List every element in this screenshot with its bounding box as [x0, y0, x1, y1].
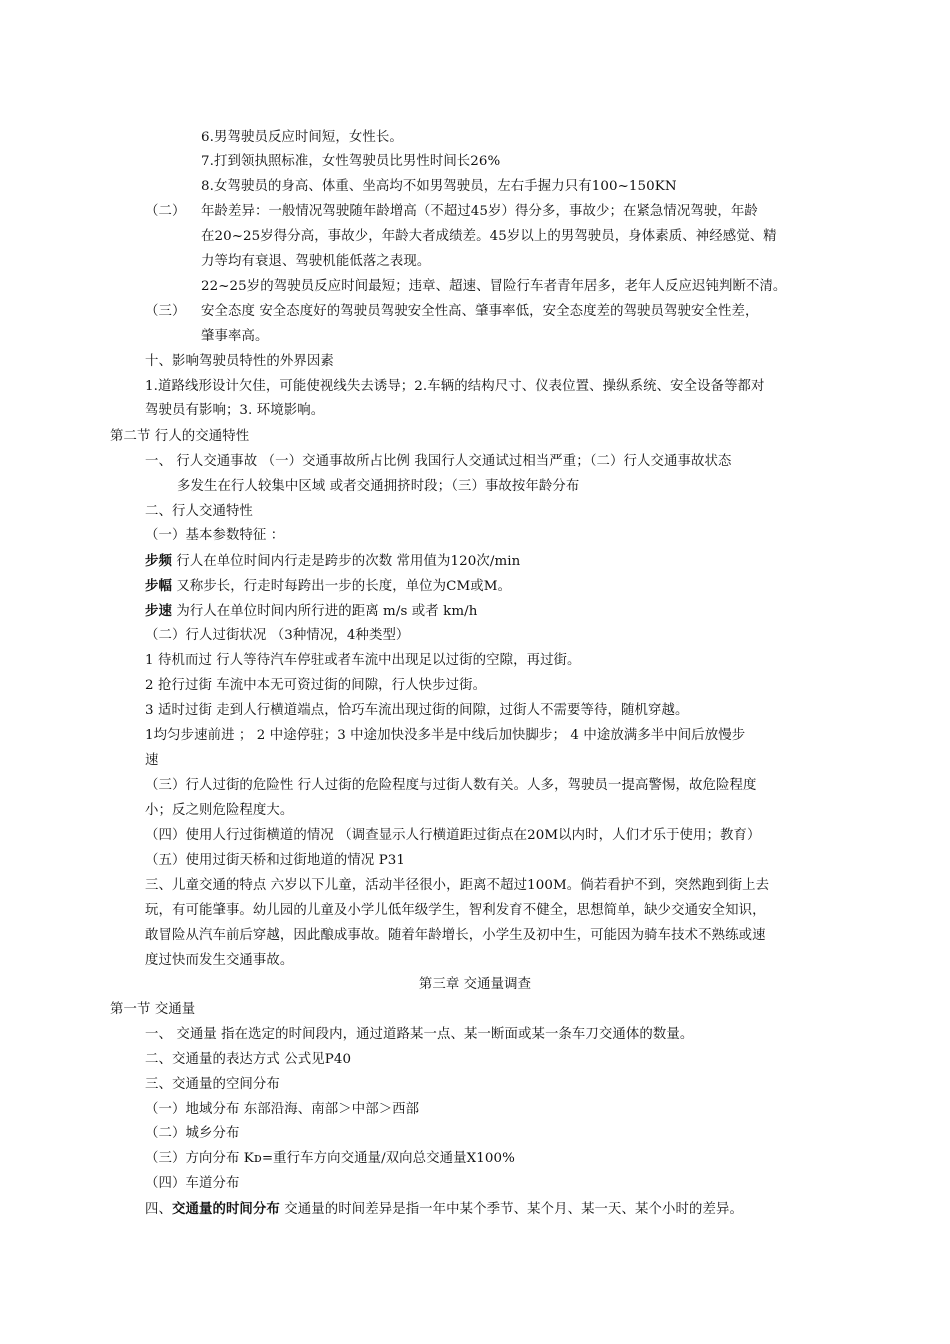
text-line: 一、 交通量 指在选定的时间段内，通过道路某一点、某一断面或某一条车刀交通体的数量。 [145, 1027, 694, 1042]
text-line: 8.女驾驶员的身高、体重、坐高均不如男驾驶员，左右手握力只有100~150KN [201, 179, 677, 194]
text-line: （一）基本参数特征 ： [145, 528, 285, 543]
text-line: 6.男驾驶员反应时间短，女性长。 [201, 130, 403, 145]
definition: 交通量的时间差异是指一年中某个季节、某个月、某一天、某个小时的差异。 [279, 1202, 743, 1217]
text-line: 3 适时过街 走到人行横道端点，恰巧车流出现过街的间隙，过街人不需要等待，随机穿越。 [145, 703, 689, 718]
text-line: 敢冒险从汽车前后穿越，因此酿成事故。随着年龄增长，小学生及初中生，可能因为骑车技术不熟练或速 [145, 928, 766, 943]
section-heading: 三、交通量的空间分布 [145, 1077, 280, 1092]
text-line: （三）方向分布 Kᴅ=重行车方向交通量/双向总交通量X100% [145, 1151, 515, 1166]
text-line: 肇事率高。 [201, 329, 269, 344]
text-line: （四）车道分布 [145, 1176, 240, 1191]
term: 步速 [145, 603, 172, 619]
text-line: 1 待机而过 行人等待汽车停驻或者车流中出现足以过街的空隙，再过街。 [145, 653, 581, 668]
definition: 又称步长，行走时每跨出一步的长度，单位为CM或M。 [171, 579, 512, 594]
section-title: 第二节 行人的交通特性 [110, 429, 250, 444]
text-line: 度过快而发生交通事故。 [145, 953, 294, 968]
definition-line [145, 551, 520, 572]
text-line: 二、交通量的表达方式 公式见P40 [145, 1052, 352, 1067]
term: 步幅 [145, 578, 172, 594]
item-number: （二） [145, 204, 186, 219]
text-line: 一、 行人交通事故 （一）交通事故所占比例 我国行人交通试过相当严重；（二）行人交通事故状态 [145, 454, 732, 469]
text-line: 安全态度 安全态度好的驾驶员驾驶安全性高、肇事率低，安全态度差的驾驶员驾驶安全性差， [201, 304, 759, 319]
text-line: 年龄差异：一般情况驾驶随年龄增高（不超过45岁）得分多，事故少；在紧急情况驾驶，年龄 [201, 204, 758, 219]
definition-line [145, 601, 477, 622]
text-line: 1.道路线形设计欠佳，可能使视线失去诱导；2.车辆的结构尺寸、仪表位置、操纵系统、安全设备等都对 [145, 379, 765, 394]
text-line: （二）城乡分布 [145, 1126, 240, 1141]
text-line: 7.打到领执照标准，女性驾驶员比男性时间长26% [201, 154, 501, 169]
item-number: 四、 [145, 1202, 172, 1217]
section-title: 第一节 交通量 [110, 1002, 196, 1017]
text-line: 小；反之则危险程度大。 [145, 803, 294, 818]
text-line: （四）使用人行过街横道的情况 （调查显示人行横道距过街点在20M以内时，人们才乐于使用；教育） [145, 828, 761, 843]
section-heading-line [145, 1199, 743, 1220]
section-heading: 二、行人交通特性 [145, 504, 253, 519]
text-line: 驾驶员有影响；3. 环境影响。 [145, 403, 325, 418]
section-heading: 十、影响驾驶员特性的外界因素 [145, 354, 334, 369]
text-line: （一）地域分布 东部沿海、南部＞中部＞西部 [145, 1102, 420, 1117]
text-line: 多发生在行人较集中区域 或者交通拥挤时段；（三）事故按年龄分布 [177, 479, 580, 494]
text-line: 2 抢行过街 车流中本无可资过街的间隙，行人快步过街。 [145, 678, 487, 693]
text-line: 1均匀步速前进 ； 2 中途停驻；3 中途加快没多半是中线后加快脚步； 4 中途放满多半中间后放慢步 [145, 728, 746, 743]
text-line: 速 [145, 753, 159, 768]
definition-line [145, 576, 511, 597]
text-line: 22~25岁的驾驶员反应时间最短；违章、超速、冒险行车者青年居多，老年人反应迟钝判断不清。 [201, 279, 787, 294]
text-line: 力等均有衰退、驾驶机能低落之表现。 [201, 254, 431, 269]
term: 步频 [145, 553, 172, 569]
text-line: （五）使用过街天桥和过街地道的情况 P31 [145, 853, 406, 868]
heading-term: 交通量的时间分布 [171, 1201, 280, 1217]
text-line: 玩，有可能肇事。幼儿园的儿童及小学儿低年级学生，智利发育不健全，思想简单，缺少交通安全知识， [145, 903, 766, 918]
text-line: 在20~25岁得分高，事故少，年龄大者成绩差。45岁以上的男驾驶员，身体素质、神经感觉、精 [201, 229, 777, 244]
text-line: （三）行人过街的危险性 行人过街的危险程度与过街人数有关。人多，驾驶员一提高警惕，故危险程度 [145, 778, 757, 793]
chapter-title: 第三章 交通量调查 [418, 977, 532, 992]
item-number: （三） [145, 304, 186, 319]
text-line: （二）行人过街状况 （3种情况，4种类型） [145, 628, 410, 643]
definition: 为行人在单位时间内所行进的距离 m/s 或者 km/h [171, 604, 478, 619]
text-line: 三、儿童交通的特点 六岁以下儿童，活动半径很小，距离不超过100M。倘若看护不到，突然跑到街上去 [145, 878, 770, 893]
definition: 行人在单位时间内行走是跨步的次数 常用值为120次/min [171, 554, 521, 569]
